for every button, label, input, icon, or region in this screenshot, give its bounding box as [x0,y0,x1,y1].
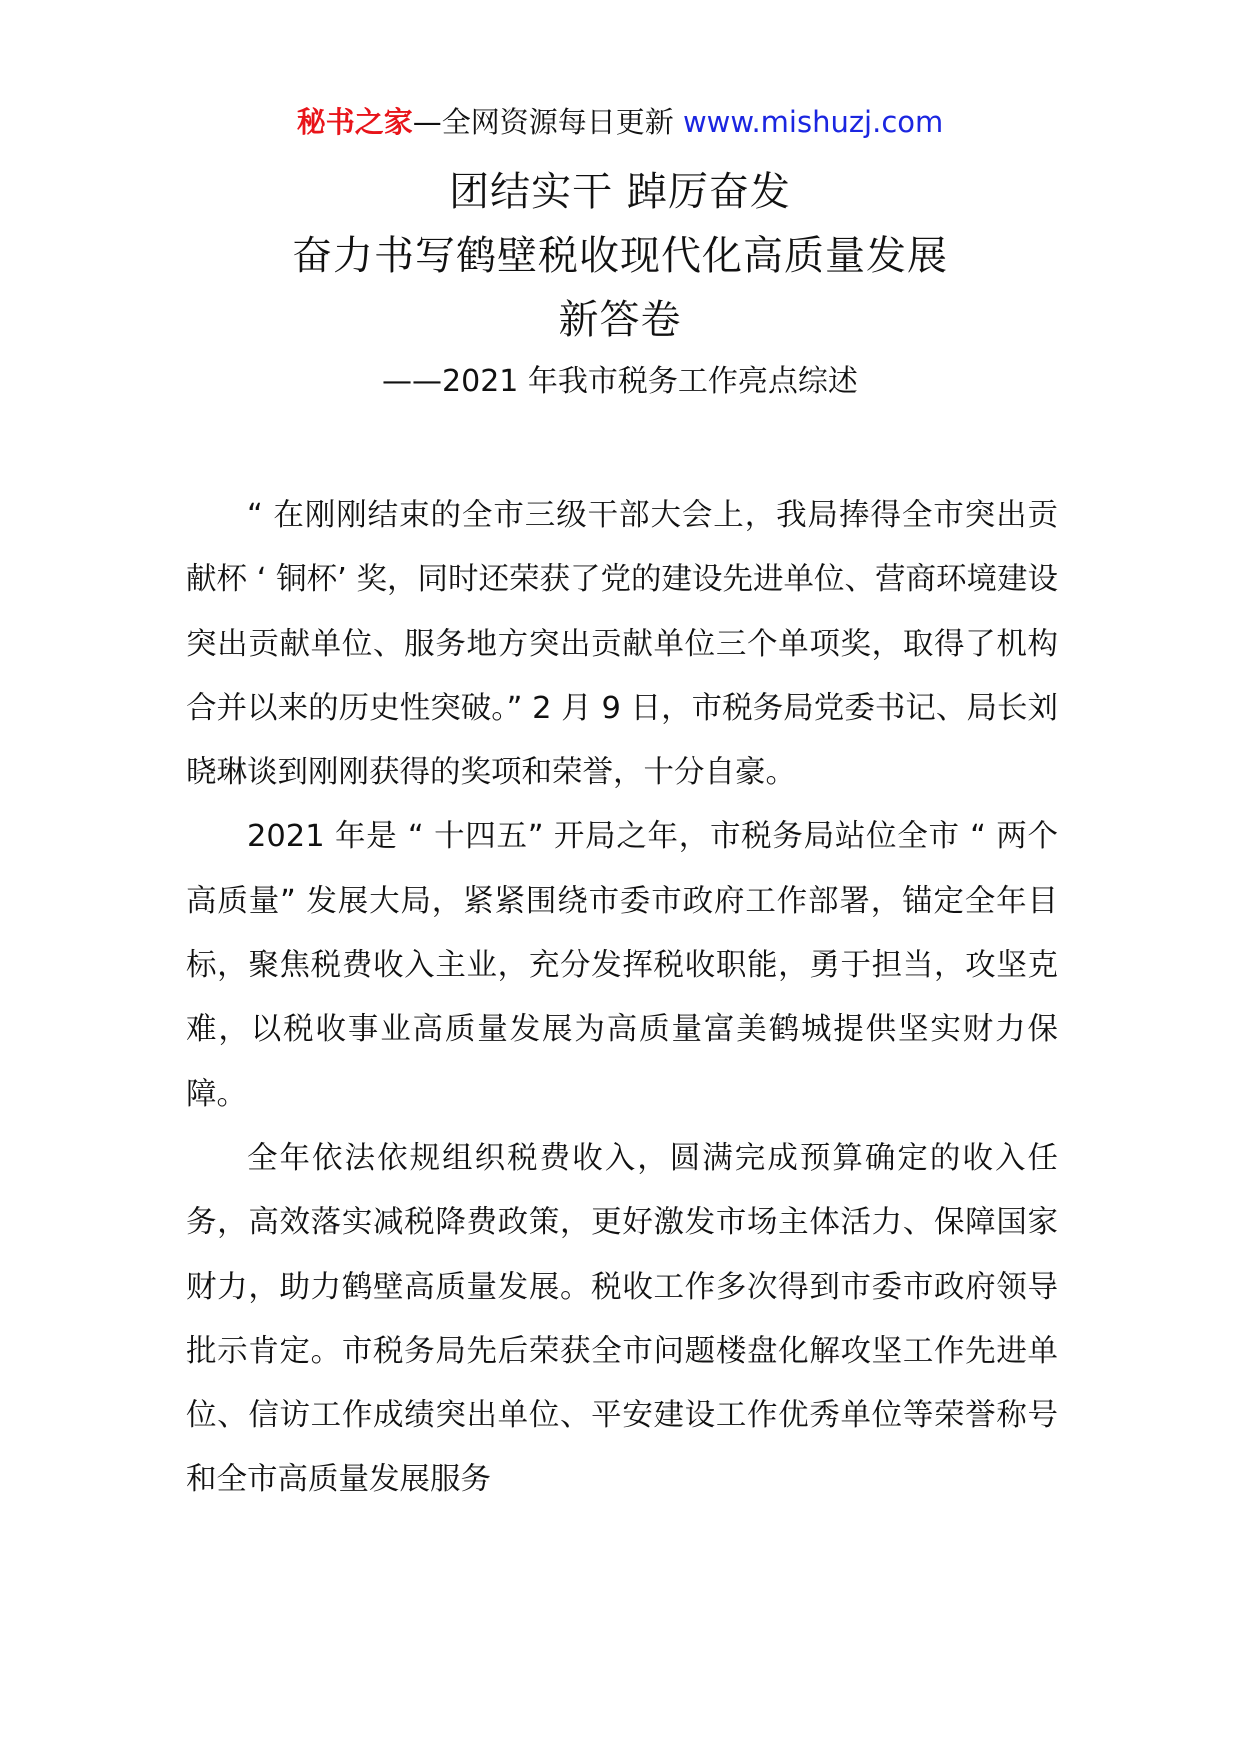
title-line-3: 新答卷 [558,297,682,343]
site-url-link[interactable]: www.mishuzj.com [682,105,944,139]
body-paragraph-3: 全年依法依规组织税费收入，圆满完成预算确定的收入任务，高效落实减税降费政策，更好激发市场主体活力、保障国家财力，助力鹤壁高质量发展。税收工作多次得到市委市政府领导批示肯定。市税务局先后荣获全市问题楼盘化解攻坚工作先进单位、信访工作成绩突出单位、平安建设工作优秀单位等荣誉称号和全市高质量发展服务 [186,1140,1058,1498]
site-header [0,100,1240,144]
title-line-1: 团结实干 踔厉奋发 [449,169,791,215]
document-subtitle: ——2021 年我市税务工作亮点综述 [382,364,858,399]
brand-name: 秘书之家 [296,105,413,139]
body-paragraph-1: “ 在刚刚结束的全市三级干部大会上，我局捧得全市突出贡献杯 ‘ 铜杯’ 奖，同时还荣获了党的建设先进单位、营商环境建设突出贡献单位、服务地方突出贡献单位三个单项奖，取得了机构合并以来的历史性突破。” 2 月 9 日，市税务局党委书记、局长刘晓琳谈到刚刚获得的奖项和荣誉，十分自豪。 [186,498,1058,791]
title-line-2: 奋力书写鹤壁税收现代化高质量发展 [292,233,948,279]
document-body [186,484,1058,1513]
body-paragraph-2: 2021 年是 “ 十四五” 开局之年，市税务局站位全市 “ 两个高质量” 发展大局，紧紧围绕市委市政府工作部署，锚定全年目标，聚焦税费收入主业，充分发挥税收职能，勇于担当，攻坚克难，以税收事业高质量发展为高质量富美鹤城提供坚实财力保障。 [186,819,1058,1112]
header-tagline: —全网资源每日更新 [412,105,674,139]
document-title [0,160,1240,352]
